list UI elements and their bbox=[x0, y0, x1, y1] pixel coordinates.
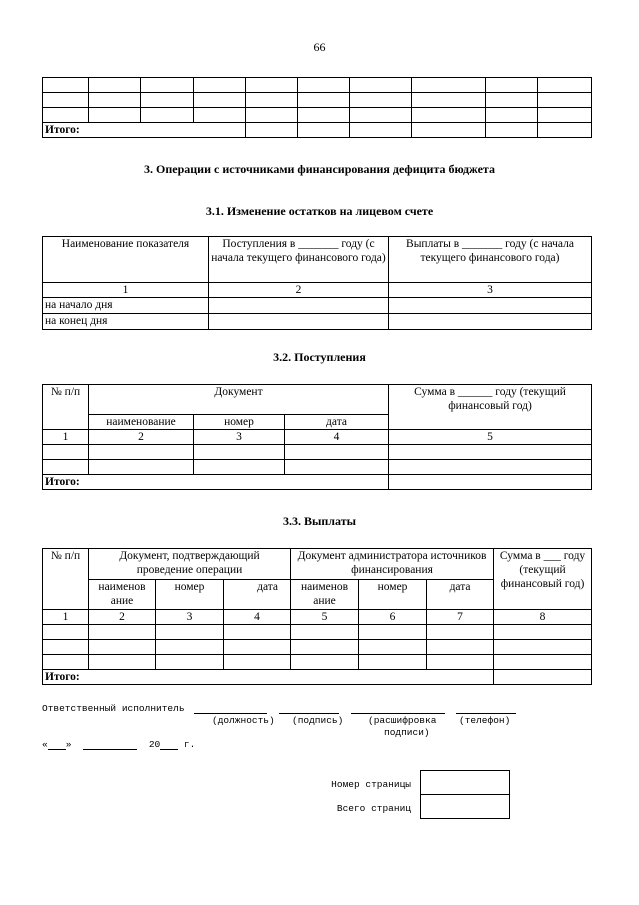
col-number: 5 bbox=[291, 610, 359, 625]
header-number: № п/п bbox=[43, 549, 89, 610]
total-pages-label: Всего страниц bbox=[336, 803, 411, 814]
table-row bbox=[43, 314, 592, 330]
row-start-of-day: на начало дня bbox=[43, 298, 209, 314]
year-prefix: 20 bbox=[148, 739, 161, 750]
sub-header-number: номер bbox=[194, 415, 285, 430]
table-row bbox=[43, 445, 592, 460]
executor-label: Ответственный исполнитель bbox=[42, 703, 185, 714]
decoding-caption-line-2: подписи) bbox=[384, 727, 430, 738]
header-administrator-document: Документ администратора источников финансирования bbox=[291, 549, 494, 580]
total-pages-cell bbox=[421, 795, 510, 819]
position-caption: (должность) bbox=[212, 715, 275, 726]
col-number: 8 bbox=[494, 610, 592, 625]
col-number: 7 bbox=[427, 610, 494, 625]
signature-line bbox=[42, 703, 516, 714]
col-number: 2 bbox=[89, 430, 194, 445]
decoding-caption: (расшифровка bbox=[368, 715, 437, 726]
receipts-table bbox=[42, 384, 592, 490]
table-row bbox=[43, 78, 592, 93]
col-number: 2 bbox=[209, 283, 389, 298]
year-suffix: г. bbox=[178, 739, 196, 750]
col-number: 1 bbox=[43, 283, 209, 298]
header-payments: Выплаты в _______ году (с начала текущего финансового года) bbox=[389, 237, 592, 283]
header-confirming-document: Документ, подтверждающий проведение операции bbox=[89, 549, 291, 580]
page-number: 66 bbox=[313, 40, 326, 54]
table-row bbox=[43, 625, 592, 640]
total-label: Итого: bbox=[43, 123, 246, 138]
header-number: № п/п bbox=[43, 385, 89, 430]
header-receipts: Поступления в _______ году (с начала текущего финансового года) bbox=[209, 237, 389, 283]
top-table bbox=[42, 77, 592, 138]
col-number: 3 bbox=[194, 430, 285, 445]
date-line bbox=[42, 739, 195, 750]
sub-header-name: наименов ание bbox=[291, 580, 359, 610]
total-row bbox=[43, 123, 592, 138]
col-number: 3 bbox=[156, 610, 224, 625]
phone-caption: (телефон) bbox=[459, 715, 511, 726]
table-row bbox=[43, 640, 592, 655]
section-3-1-title: 3.1. Изменение остатков на лицевом счете bbox=[205, 204, 434, 218]
section-3-title: 3. Операции с источниками финансирования дефицита бюджета bbox=[144, 162, 495, 176]
sub-header-number: номер bbox=[359, 580, 427, 610]
total-label: Итого: bbox=[43, 670, 494, 685]
col-number: 1 bbox=[43, 430, 89, 445]
col-number: 1 bbox=[43, 610, 89, 625]
header-sum: Сумма в ___ году (текущий финансовый год) bbox=[494, 549, 592, 610]
sub-header-name: наименование bbox=[89, 415, 194, 430]
quote-close: » bbox=[65, 739, 72, 750]
sub-header-name: наименов ание bbox=[89, 580, 156, 610]
header-sum: Сумма в ______ году (текущий финансовый год) bbox=[389, 385, 592, 430]
col-number: 4 bbox=[285, 430, 389, 445]
page-number-cell bbox=[421, 771, 510, 795]
col-number: 4 bbox=[224, 610, 291, 625]
header-indicator: Наименование показателя bbox=[43, 237, 209, 283]
page-number-label: Номер страницы bbox=[331, 779, 411, 790]
sub-header-date: дата bbox=[285, 415, 389, 430]
quote-open: « bbox=[42, 739, 48, 750]
sub-header-date: дата bbox=[427, 580, 494, 610]
table-row bbox=[43, 655, 592, 670]
table-row bbox=[43, 93, 592, 108]
table-row bbox=[43, 108, 592, 123]
section-3-3-title: 3.3. Выплаты bbox=[283, 514, 356, 528]
section-3-2-title: 3.2. Поступления bbox=[273, 350, 366, 364]
table-row bbox=[43, 298, 592, 314]
signature-caption: (подпись) bbox=[292, 715, 344, 726]
total-row bbox=[43, 475, 592, 490]
col-number: 2 bbox=[89, 610, 156, 625]
col-number: 5 bbox=[389, 430, 592, 445]
sub-header-date: дата bbox=[224, 580, 291, 610]
row-end-of-day: на конец дня bbox=[43, 314, 209, 330]
table-row bbox=[43, 460, 592, 475]
col-number: 6 bbox=[359, 610, 427, 625]
total-label: Итого: bbox=[43, 475, 389, 490]
sub-header-number: номер bbox=[156, 580, 224, 610]
balance-table bbox=[42, 236, 592, 330]
payments-table bbox=[42, 548, 592, 685]
total-row bbox=[43, 670, 592, 685]
header-document: Документ bbox=[89, 385, 389, 415]
page-count-box bbox=[420, 770, 510, 819]
col-number: 3 bbox=[389, 283, 592, 298]
